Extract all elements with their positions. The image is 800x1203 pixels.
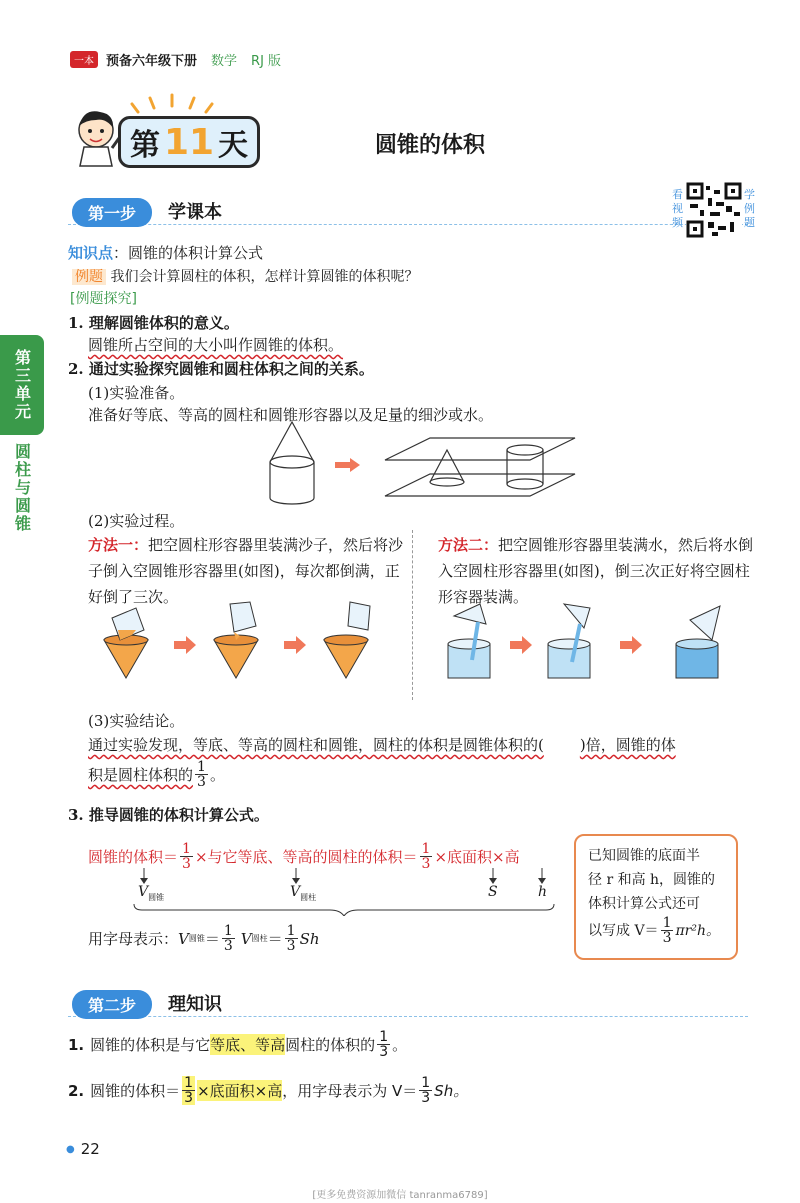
fraction-one-third: $\frac{1}{3}$ — [184, 1075, 194, 1106]
fraction-one-third: $\frac{1}{3}$ — [662, 915, 672, 946]
formula-derivation: 圆锥的体积＝ $\frac{1}{3}$ ×与它等底、等高的圆柱的体积＝ $\frac{1}{3}$ ×底面积×高 — [88, 841, 520, 872]
fraction-one-third: $\frac{1}{3}$ — [197, 759, 206, 790]
explore-label: [例题探究] — [70, 291, 137, 307]
method2-text: 把空圆锥形容器里装满水，然后将水倒入空圆柱形容器里(如图)，倒三次正好将空圆柱形容器装满。 — [438, 536, 754, 606]
step-conclusion: (3)实验结论。 — [88, 712, 185, 730]
letter-formula: 用字母表示： V 圆锥 ＝ $\frac{1}{3}$ V 圆柱 ＝ $\frac{1}{3}$ Sh — [88, 923, 320, 954]
section1-title: 1. 理解圆锥体积的意义。 — [68, 314, 239, 332]
pour-sand-step3 — [324, 602, 370, 678]
qr-code-icon[interactable] — [686, 182, 742, 238]
page-title: 圆锥的体积 — [374, 133, 485, 158]
method-divider — [412, 530, 413, 700]
day-badge — [66, 104, 256, 168]
method1-figure — [96, 600, 406, 682]
step2-header — [68, 988, 748, 1017]
fraction-one-third: $\frac{1}{3}$ — [286, 923, 296, 954]
step2-title: 理知识 — [168, 994, 222, 1015]
planes-figure — [385, 438, 575, 496]
pour-sand-step1 — [104, 608, 148, 678]
step1-pill: 第一步 — [72, 198, 152, 227]
section3-title: 3. 推导圆锥的体积计算公式。 — [68, 806, 269, 824]
cartoon-boy-icon — [66, 104, 126, 168]
v-cylinder-label: $V_{圆柱}$ — [290, 884, 317, 902]
knowledge-item-1: 1. 圆锥的体积是与它 等底、等高 圆柱的体积的 $\frac{1}{3}$ 。 — [68, 1029, 408, 1060]
qr-right-label: 学例题 — [744, 188, 755, 229]
method1-text: 把空圆柱形容器里装满沙子，然后将沙子倒入空圆锥形容器里(如图)，每次都倒满，正好倒了三次。 — [88, 536, 404, 606]
brand-badge: 一本 — [70, 51, 98, 68]
method2 — [438, 532, 754, 610]
cone-on-cylinder-figure — [270, 422, 314, 504]
step-prepare-body: 准备好等底、等高的圆柱和圆锥形容器以及足量的细沙或水。 — [88, 406, 494, 424]
day-number: 11 — [163, 121, 215, 163]
method2-figure — [440, 600, 750, 682]
example-text: 我们会计算圆柱的体积，怎样计算圆锥的体积呢？ — [110, 269, 419, 285]
s-label: S — [488, 884, 498, 900]
example-line — [72, 266, 418, 286]
pour-water-step2 — [548, 604, 590, 678]
arrow-icon — [174, 636, 196, 654]
v-cone-label: $V_{圆锥}$ — [138, 884, 165, 902]
subject-label: 数学 — [211, 54, 238, 69]
knowledge-point — [68, 242, 263, 263]
knowledge-item-2: 2. 圆锥的体积＝ $\frac{1}{3}$ ×底面积×高 ，用字母表示为 V＝ $\frac{1}{3}$ Sh。 — [68, 1075, 469, 1106]
step-prepare: (1)实验准备。 — [88, 384, 185, 402]
pour-sand-step2 — [214, 602, 258, 678]
side-tab-unit: 第三单元 — [0, 335, 44, 435]
page-header — [70, 50, 281, 69]
grade-label: 预备六年级下册 — [106, 54, 198, 69]
fraction-one-third: $\frac{1}{3}$ — [379, 1029, 389, 1060]
section2-title: 2. 通过实验探究圆锥和圆柱体积之间的关系。 — [68, 360, 374, 378]
arrow-icon — [510, 636, 532, 654]
side-tab-topic: 圆柱与圆锥 — [12, 443, 32, 533]
arrow-icon — [284, 636, 306, 654]
step1-title: 学课本 — [168, 202, 222, 223]
method1 — [88, 532, 406, 610]
sun-rays-icon — [128, 92, 218, 114]
preparation-figure — [250, 420, 580, 510]
pour-water-step1 — [448, 604, 490, 678]
knowledge-text: ：圆锥的体积计算公式 — [113, 244, 264, 262]
qr-left-label: 看视频 — [672, 188, 683, 229]
conclusion-line2: 积是圆柱体积的 $\frac{1}{3}$ 。 — [88, 759, 225, 790]
day-label: 第 11 天 — [118, 116, 260, 168]
fraction-one-third: $\frac{1}{3}$ — [223, 923, 233, 954]
section1-body: 圆锥所占空间的大小叫作圆锥的体积。 — [88, 336, 344, 354]
knowledge-label: 知识点 — [68, 244, 114, 262]
tip-box: 已知圆锥的底面半 径 r 和高 h，圆锥的 体积计算公式还可 以写成 V＝ $\frac{1}{3}$ πr²h。 — [574, 834, 738, 960]
pour-water-step3 — [676, 606, 720, 678]
method1-label: 方法一： — [88, 536, 149, 554]
method2-label: 方法二： — [438, 536, 499, 554]
edition-label: RJ 版 — [251, 54, 282, 69]
fraction-one-third: $\frac{1}{3}$ — [182, 841, 191, 872]
fraction-one-third: $\frac{1}{3}$ — [421, 1075, 431, 1106]
h-label: h — [538, 884, 548, 900]
page-number: ● 22 — [66, 1140, 100, 1158]
step1-header — [68, 196, 748, 225]
footer-watermark: [更多免费资源加微信 tanranma6789] — [312, 1190, 488, 1201]
fraction-one-third: $\frac{1}{3}$ — [421, 841, 431, 872]
step2-pill: 第二步 — [72, 990, 152, 1019]
arrow-icon — [620, 636, 642, 654]
example-tag: 例题 — [72, 269, 106, 285]
conclusion-line1: 通过实验发现，等底、等高的圆柱和圆锥，圆柱的体积是圆锥体积的( )倍，圆锥的体 — [88, 736, 676, 754]
step-process: (2)实验过程。 — [88, 512, 185, 530]
qr-block — [670, 180, 760, 240]
